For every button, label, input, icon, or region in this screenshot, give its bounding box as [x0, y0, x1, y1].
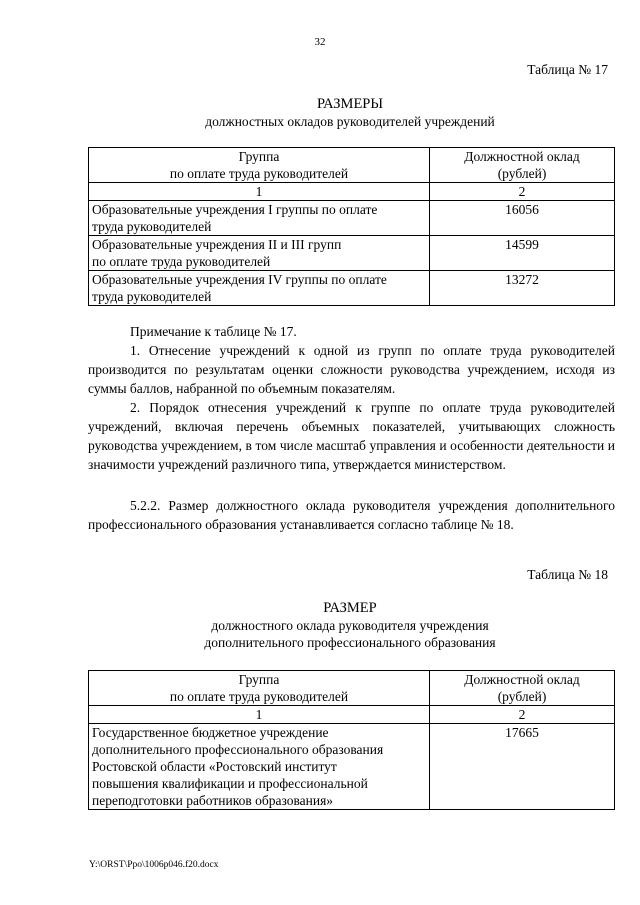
header-group-line1: Группа — [238, 672, 280, 687]
note-title: Примечание к таблице № 17. — [130, 324, 297, 339]
clause-text: 5.2.2. Размер должностного оклада руководителя учреждения дополнительного профессионального образования устанавливается согласно таблице № 18. — [88, 498, 615, 532]
group-text-line2: труда руководителей — [92, 289, 212, 304]
header-group-cell — [89, 671, 430, 706]
note-block — [88, 322, 615, 474]
column-number-1: 1 — [89, 183, 430, 201]
note-item-2: 2. Порядок отнесения учреждений к группе по оплате труда руководителей учреждений, включая перечень объемных показателей, учитывающих сложность руководства учреждением, в том числе масштаб управления и особенности деятельности и значимости учреждений различного типа, утверждается министерством. — [88, 400, 615, 472]
group-text-line1: Образовательные учреждения IV группы по оплате — [92, 272, 387, 287]
header-group-line2: по оплате труда руководителей — [169, 166, 349, 181]
table-18-heading — [60, 600, 640, 651]
table-18-title: РАЗМЕР — [323, 600, 377, 616]
group-text-line3: Ростовской области «Ростовский институт — [92, 759, 337, 774]
header-group-line1: Группа — [238, 149, 280, 164]
group-text-line1: Образовательные учреждения I группы по оплате — [92, 202, 378, 217]
group-text-line4: повышения квалификации и профессиональной — [92, 776, 368, 791]
table-18-subtitle-line1: должностного оклада руководителя учреждения — [211, 618, 489, 633]
group-text-line5: переподготовки работников образования» — [92, 793, 334, 808]
header-salary-line2: (рублей) — [497, 166, 547, 181]
table-row — [89, 201, 615, 236]
salary-cell: 14599 — [430, 236, 615, 271]
table-17-title: РАЗМЕРЫ — [316, 96, 384, 112]
page-number: 32 — [314, 36, 326, 48]
column-number-2: 2 — [430, 183, 615, 201]
group-cell — [89, 271, 430, 306]
salary-cell: 17665 — [430, 724, 615, 810]
header-salary-line1: Должностной оклад — [464, 672, 580, 687]
table-row — [89, 236, 615, 271]
table-row — [89, 724, 615, 810]
table-row — [89, 271, 615, 306]
salary-cell: 13272 — [430, 271, 615, 306]
group-text-line1: Образовательные учреждения II и III групп — [92, 237, 342, 252]
group-text-line2: труда руководителей — [92, 219, 212, 234]
header-group-line2: по оплате труда руководителей — [169, 689, 349, 704]
column-number-2: 2 — [430, 706, 615, 724]
clause-5-2-2 — [88, 496, 615, 534]
group-cell — [89, 236, 430, 271]
table-header-row — [89, 671, 615, 706]
column-number-1: 1 — [89, 706, 430, 724]
column-number-row — [89, 706, 615, 724]
table-header-row — [89, 148, 615, 183]
group-text-line2: по оплате труда руководителей — [92, 254, 271, 269]
table-18-label: Таблица № 18 — [527, 567, 608, 582]
group-cell — [89, 201, 430, 236]
table-17-subtitle: должностных окладов руководителей учреждений — [205, 114, 495, 129]
salary-cell: 16056 — [430, 201, 615, 236]
column-number-row — [89, 183, 615, 201]
table-18 — [88, 670, 615, 810]
group-cell — [89, 724, 430, 810]
header-salary-line1: Должностной оклад — [464, 149, 580, 164]
group-text-line2: дополнительного профессионального образования — [92, 742, 384, 757]
header-salary-cell — [430, 671, 615, 706]
header-salary-cell — [430, 148, 615, 183]
header-group-cell — [89, 148, 430, 183]
table-18-subtitle-line2: дополнительного профессионального образования — [204, 635, 496, 650]
table-17-label: Таблица № 17 — [527, 62, 608, 77]
footer-file-path: Y:\ORST\Ppo\1006p046.f20.docx — [89, 860, 219, 870]
note-item-1: 1. Отнесение учреждений к одной из групп по оплате труда руководителей производится по результатам оценки сложности руководства учреждением, исходя из суммы баллов, набранной по объемным показателям. — [88, 343, 615, 396]
table-17-heading — [60, 96, 640, 130]
header-salary-line2: (рублей) — [497, 689, 547, 704]
table-17 — [88, 147, 615, 306]
group-text-line1: Государственное бюджетное учреждение — [92, 725, 329, 740]
